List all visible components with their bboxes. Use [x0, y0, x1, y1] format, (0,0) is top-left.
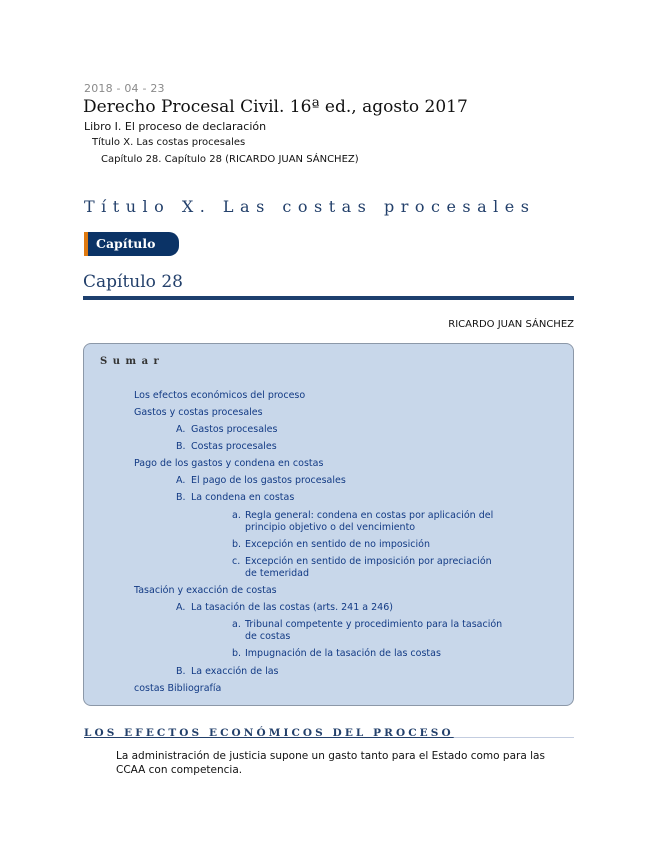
toc-item[interactable]: A. El pago de los gastos procesales — [176, 475, 346, 486]
capitulo-tab-label: Capítulo — [96, 236, 156, 251]
document-title: Derecho Procesal Civil. 16ª ed., agosto 2017 — [83, 97, 468, 117]
heading-divider — [83, 296, 574, 300]
toc-item[interactable]: costas Bibliografía — [134, 683, 222, 694]
section-paragraph: La administración de justicia supone un gasto tanto para el Estado como para las CCAA con competencia. — [116, 750, 545, 776]
section-heading[interactable] — [84, 721, 574, 738]
document-date: 2018 - 04 - 23 — [84, 82, 165, 95]
toc-item[interactable]: b. Excepción en sentido de no imposición — [232, 539, 430, 550]
titulo-heading: Título X. Las costas procesales — [84, 197, 536, 216]
breadcrumb-libro[interactable]: Libro I. El proceso de declaración — [84, 120, 267, 133]
toc-item[interactable]: b. Impugnación de la tasación de las costas — [232, 648, 441, 659]
toc-item[interactable]: Gastos y costas procesales — [134, 407, 263, 418]
toc-item[interactable]: c. Excepción en sentido de imposición por apreciación de temeridad — [232, 556, 492, 579]
capitulo-heading: Capítulo 28 — [83, 272, 183, 292]
toc-item[interactable]: B. Costas procesales — [176, 441, 277, 452]
toc-item[interactable]: Pago de los gastos y condena en costas — [134, 458, 324, 469]
toc-item[interactable]: B. La exacción de las — [176, 666, 279, 677]
toc-item[interactable]: A. La tasación de las costas (arts. 241 a 246) — [176, 602, 393, 613]
toc-item[interactable]: A. Gastos procesales — [176, 424, 278, 435]
capitulo-tab — [84, 232, 179, 256]
toc-item[interactable]: Tasación y exacción de costas — [134, 585, 277, 596]
author-name: RICARDO JUAN SÁNCHEZ — [448, 319, 574, 330]
toc-item[interactable]: B. La condena en costas — [176, 492, 295, 503]
breadcrumb-capitulo[interactable]: Capítulo 28. Capítulo 28 (RICARDO JUAN SÁNCHEZ) — [101, 154, 359, 165]
section-heading-text[interactable]: LOS EFECTOS ECONÓMICOS DEL PROCESO — [84, 727, 454, 739]
sumario-label: Sumar — [100, 356, 165, 367]
breadcrumb-titulo[interactable]: Título X. Las costas procesales — [92, 137, 246, 148]
toc-item[interactable]: a. Regla general: condena en costas por aplicación del principio objetivo o del vencimiento — [232, 510, 494, 533]
toc-item[interactable]: a. Tribunal competente y procedimiento para la tasación de costas — [232, 619, 503, 642]
toc-item[interactable]: Los efectos económicos del proceso — [134, 390, 306, 401]
